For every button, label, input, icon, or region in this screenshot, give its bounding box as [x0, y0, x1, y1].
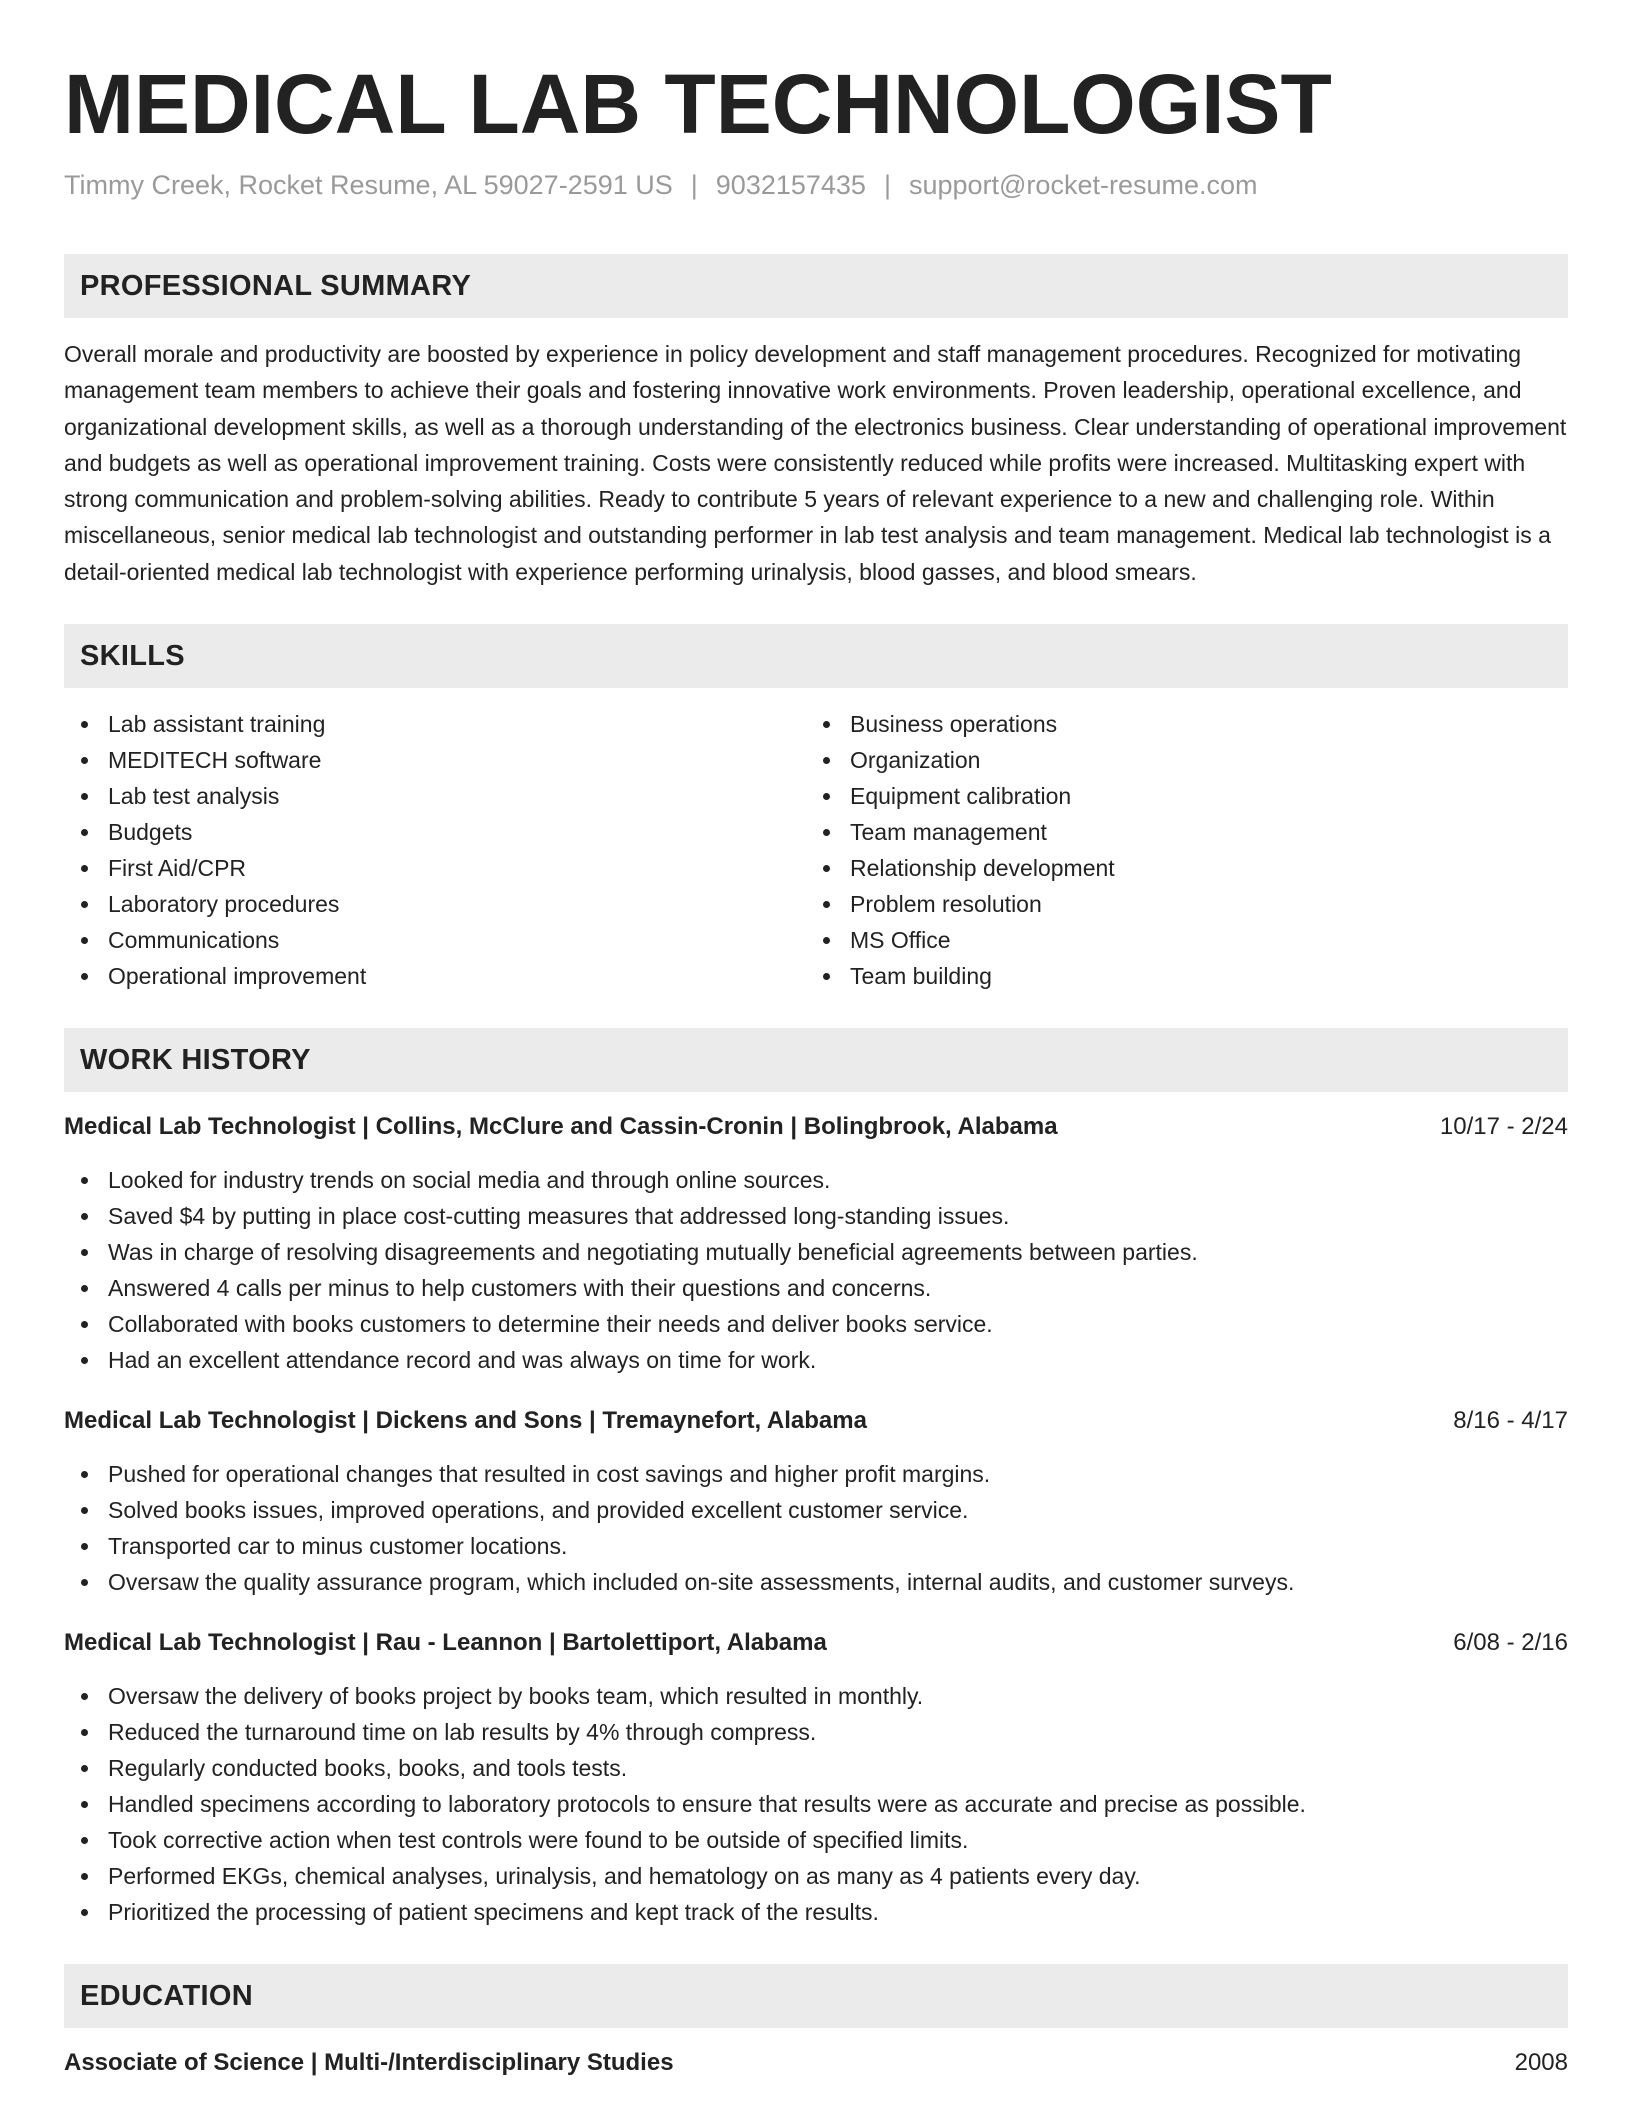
job-bullets: [64, 1456, 1568, 1600]
contact-line: [64, 168, 1568, 202]
job-bullet: Saved $4 by putting in place cost-cutting measures that addressed long-standing issues.: [64, 1198, 1568, 1234]
job-title: Medical Lab Technologist | Rau - Leannon | Bartolettiport, Alabama: [64, 1629, 827, 1657]
skills-column-right: [806, 706, 1548, 994]
summary-text: Overall morale and productivity are boosted by experience in policy development and staff management procedures. Recognized for motivating management team members to achieve their goals and fostering innovative work environments. Proven leadership, operational excellence, and organizational development skills, as well as a thorough understanding of the electronics business. Clear understanding of operational improvement and budgets as well as operational improvement training. Costs were consistently reduced while profits were increased. Multitasking expert with strong communication and problem-solving abilities. Ready to contribute 5 years of relevant experience to a new and challenging role. Within miscellaneous, senior medical lab technologist and outstanding performer in lab test analysis and team management. Medical lab technologist is a detail-oriented medical lab technologist with experience performing urinalysis, blood gasses, and blood smears.: [64, 341, 1567, 585]
job-bullet: Pushed for operational changes that resulted in cost savings and higher profit margins.: [64, 1456, 1568, 1492]
skills-column-left: [64, 706, 806, 994]
job-bullets: [64, 1678, 1568, 1930]
skills-grid: [64, 706, 1568, 994]
job-bullet: Reduced the turnaround time on lab results by 4% through compress.: [64, 1714, 1568, 1750]
education-degree: Associate of Science | Multi-/Interdisciplinary Studies: [64, 2049, 674, 2077]
resume-page: [64, 0, 1568, 2080]
skill-item: Organization: [806, 742, 1548, 778]
section-header-summary: [64, 254, 1568, 318]
job-bullet: Answered 4 calls per minus to help customers with their questions and concerns.: [64, 1270, 1568, 1306]
job-dates: 6/08 - 2/16: [1453, 1629, 1568, 1657]
contact-email: support@rocket-resume.com: [908, 170, 1258, 200]
skill-item: Equipment calibration: [806, 778, 1548, 814]
job-entry: [64, 1404, 1568, 1600]
education-entry: [64, 2046, 1568, 2080]
job-bullet: Was in charge of resolving disagreements and negotiating mutually beneficial agreements between parties.: [64, 1234, 1568, 1270]
job-dates: 10/17 - 2/24: [1439, 1113, 1568, 1141]
skill-item: MEDITECH software: [64, 742, 806, 778]
job-bullet: Transported car to minus customer locations.: [64, 1528, 1568, 1564]
job-bullet: Had an excellent attendance record and was always on time for work.: [64, 1342, 1568, 1378]
job-bullet: Oversaw the delivery of books project by books team, which resulted in monthly.: [64, 1678, 1568, 1714]
job-bullets: [64, 1162, 1568, 1378]
skill-item: Relationship development: [806, 850, 1548, 886]
job-entry: [64, 1110, 1568, 1378]
job-bullet: Looked for industry trends on social media and through online sources.: [64, 1162, 1568, 1198]
skill-item: Operational improvement: [64, 958, 806, 994]
job-bullet: Oversaw the quality assurance program, which included on-site assessments, internal audits, and customer surveys.: [64, 1564, 1568, 1600]
skill-item: Team management: [806, 814, 1548, 850]
job-title: Medical Lab Technologist | Collins, McClure and Cassin-Cronin | Bolingbrook, Alabama: [64, 1113, 1058, 1141]
section-header-skills: [64, 624, 1568, 688]
job-bullet: Collaborated with books customers to determine their needs and deliver books service.: [64, 1306, 1568, 1342]
contact-separator: |: [883, 170, 891, 200]
section-header-education: [64, 1964, 1568, 2028]
skill-item: Business operations: [806, 706, 1548, 742]
skill-item: Problem resolution: [806, 886, 1548, 922]
job-bullet: Performed EKGs, chemical analyses, urinalysis, and hematology on as many as 4 patients every day.: [64, 1858, 1568, 1894]
job-header: [64, 1404, 1568, 1438]
skill-item: First Aid/CPR: [64, 850, 806, 886]
contact-phone: 9032157435: [715, 170, 866, 200]
skill-item: Communications: [64, 922, 806, 958]
skill-item: Laboratory procedures: [64, 886, 806, 922]
skill-item: Lab test analysis: [64, 778, 806, 814]
job-header: [64, 1626, 1568, 1660]
skill-item: Team building: [806, 958, 1548, 994]
section-title-summary: PROFESSIONAL SUMMARY: [80, 269, 472, 302]
job-title: Medical Lab Technologist | Dickens and Sons | Tremaynefort, Alabama: [64, 1407, 867, 1435]
job-bullet: Solved books issues, improved operations, and provided excellent customer service.: [64, 1492, 1568, 1528]
job-entry: [64, 1626, 1568, 1930]
section-title-work-history: WORK HISTORY: [80, 1043, 311, 1076]
section-title-skills: SKILLS: [80, 639, 185, 672]
section-header-work-history: [64, 1028, 1568, 1092]
job-header: [64, 1110, 1568, 1144]
contact-address: Timmy Creek, Rocket Resume, AL 59027-2591 US: [64, 170, 673, 200]
section-title-education: EDUCATION: [80, 1979, 253, 2012]
job-dates: 8/16 - 4/17: [1453, 1407, 1568, 1435]
job-bullet: Handled specimens according to laboratory protocols to ensure that results were as accurate and precise as possible.: [64, 1786, 1568, 1822]
skill-item: Lab assistant training: [64, 706, 806, 742]
job-bullet: Prioritized the processing of patient specimens and kept track of the results.: [64, 1894, 1568, 1930]
contact-separator: |: [690, 170, 698, 200]
job-bullet: Took corrective action when test controls were found to be outside of specified limits.: [64, 1822, 1568, 1858]
education-year: 2008: [1514, 2049, 1568, 2077]
skill-item: Budgets: [64, 814, 806, 850]
skill-item: MS Office: [806, 922, 1548, 958]
resume-title: MEDICAL LAB TECHNOLOGIST: [64, 57, 1332, 151]
job-bullet: Regularly conducted books, books, and tools tests.: [64, 1750, 1568, 1786]
